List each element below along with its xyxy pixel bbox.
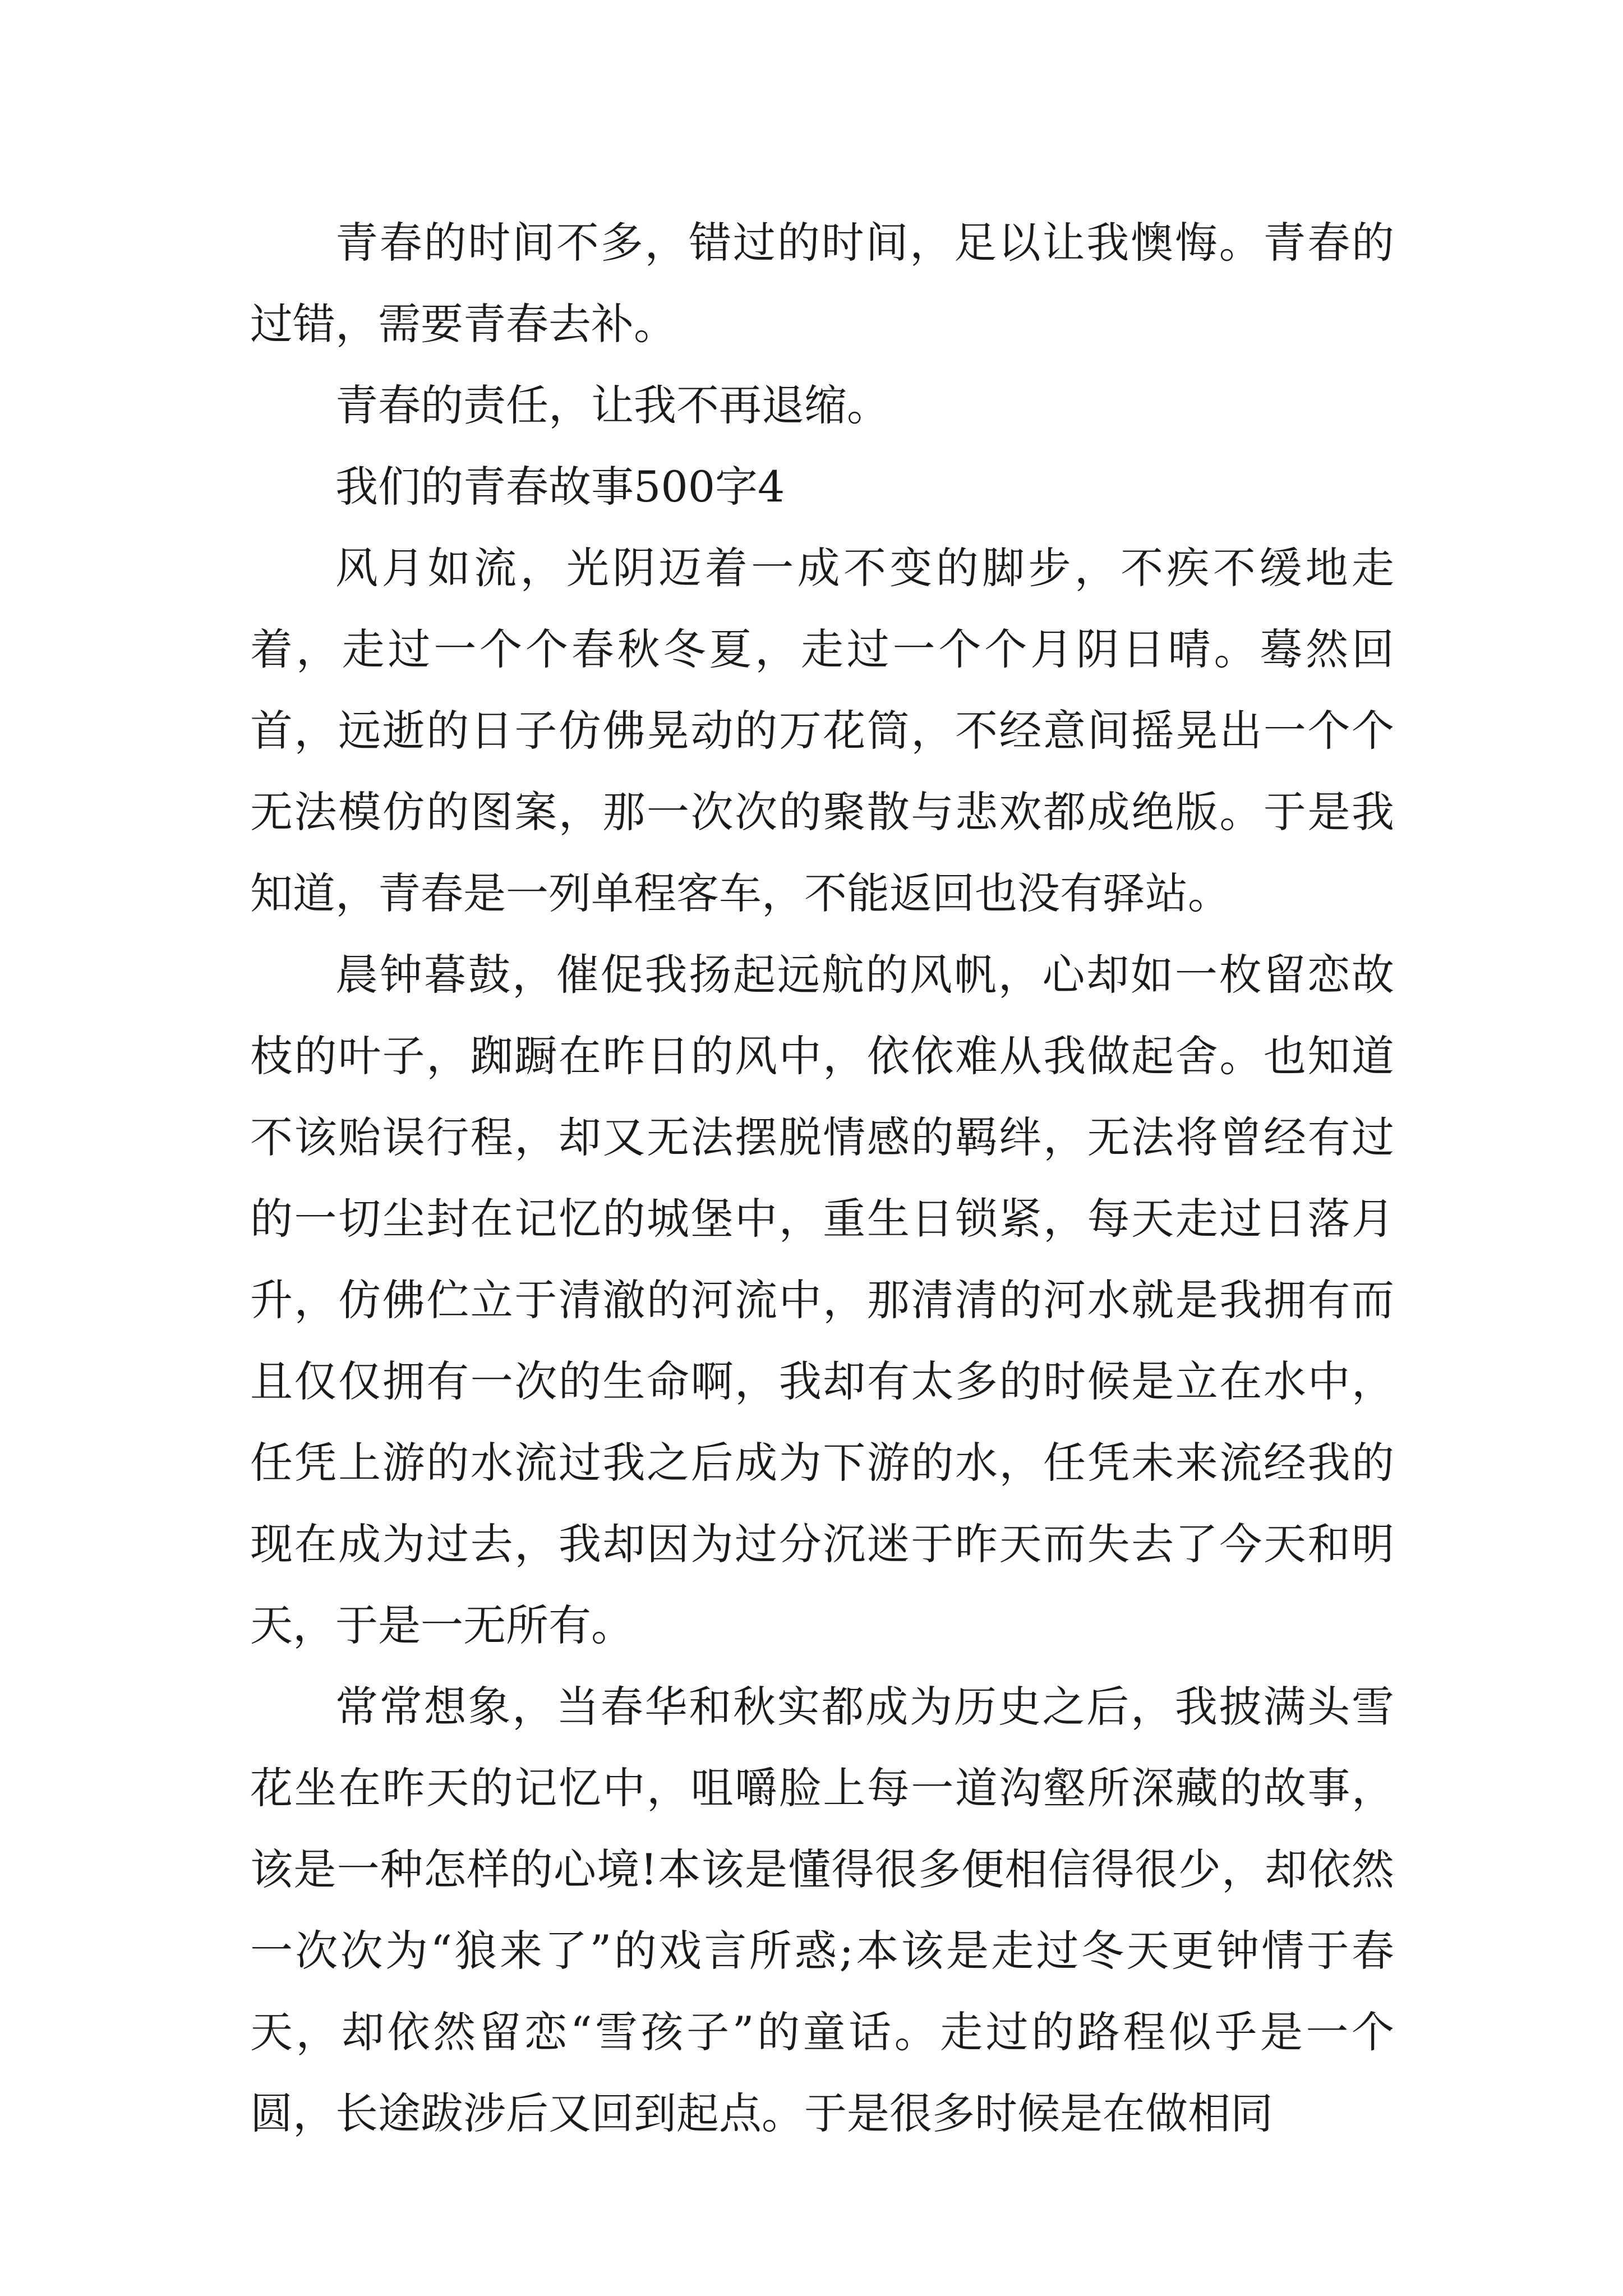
paragraph: 风月如流，光阴迈着一成不变的脚步，不疾不缓地走着，走过一个个春秋冬夏，走过一个个月阴日晴。蓦然回首，远逝的日子仿佛晃动的万花筒，不经意间摇晃出一个个无法模仿的图案，那一次次的聚散与悲欢都成绝版。于是我知道，青春是一列单程客车，不能返回也没有驿站。 [250,543,1394,918]
paragraph: 青春的时间不多，错过的时间，足以让我懊悔。青春的过错，需要青春去补。 [250,218,1394,349]
paragraph: 常常想象，当春华和秋实都成为历史之后，我披满头雪花坐在昨天的记忆中，咀嚼脸上每一道沟壑所深藏的故事，该是一种怎样的心境!本该是懂得很多便相信得很少，却依然一次次为“狼来了”的戏言所惑;本该是走过冬天更钟情于春天，却依然留恋“雪孩子”的童话。走过的路程似乎是一个圆，长途跋涉后又回到起点。于是很多时候是在做相同 [250,1682,1394,2138]
paragraph: 晨钟暮鼓，催促我扬起远航的风帆，心却如一枚留恋故枝的叶子，踟蹰在昨日的风中，依依难从我做起舍。也知道不该贻误行程，却又无法摆脱情感的羁绊，无法将曾经有过的一切尘封在记忆的城堡中，重生日锁紧，每天走过日落月升，仿佛伫立于清澈的河流中，那清清的河水就是我拥有而且仅仅拥有一次的生命啊，我却有太多的时候是立在水中，任凭上游的水流过我之后成为下游的水，任凭未来流经我的现在成为过去，我却因为过分沉迷于昨天而失去了今天和明天，于是一无所有。 [250,950,1394,1650]
paragraph: 青春的责任，让我不再退缩。 [335,380,889,430]
document-body [250,202,1394,2154]
section-heading: 我们的青春故事500字4 [335,462,785,512]
